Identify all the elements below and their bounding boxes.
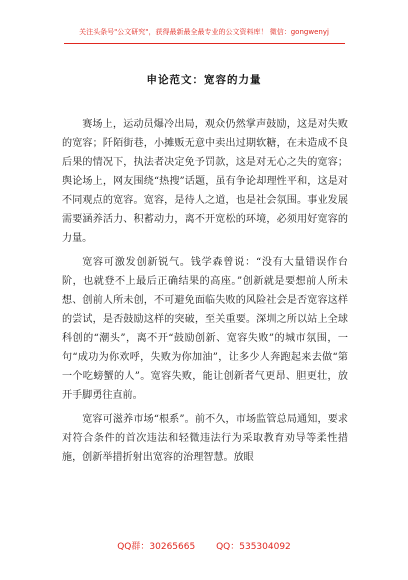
paragraph-1: 赛场上，运动员爆冷出局，观众仍然掌声鼓励，这是对失败的宽容；阡陌街巷，小摊贩无意中卖出过期软糖，在未造成不良后果的情况下，执法者决定免予罚款，这是对无心之失的宽容；舆论场上，网友围绕“热搜”话题，虽有争论却理性平和，这是对不同观点的宽容。宽容，是待人之道，也是社会氛围。事业发展需要涵养活力、积蓄动力，离不开宽松的环境，必须用好宽容的力量。 — [62, 119, 348, 244]
header-divider — [64, 43, 345, 44]
paragraph-2: 宽容可激发创新锐气。钱学森曾说：“没有大量错误作台阶，也就登不上最后正确结果的高座。”创新就是要想前人所未想、创前人所未创，不可避免面临失败的风险社会是否宽容这样的尝试，是否鼓励这样的突破，至关重要。深圳之所以站上全球科创的“潮头”，离不开“鼓励创新、宽容失败”的城市氛围，一句“成功为你欢呼，失败为你加油”，让多少人奔跑起来去做“第一个吃螃蟹的人”。宽容失败，能让创新者气更昂、胆更壮，放开手脚勇往直前。 — [62, 257, 348, 401]
document-title: 申论范文：宽容的力量 — [146, 74, 262, 86]
document-body — [62, 115, 348, 472]
footer-note — [0, 539, 408, 552]
paragraph-3: 宽容可滋养市场“根系”。前不久，市场监管总局通知，要求对符合条件的首次违法和轻微违法行为采取教育劝导等柔性措施，创新举措折射出宽容的治理智慧。放眼 — [62, 414, 348, 463]
header-note: 关注头条号"公文研究"，获得最新最全最专业的公文资料库！ 微信：gongwenyj — [79, 28, 329, 36]
footer-qq-group: QQ群：30265665 — [117, 542, 196, 552]
footer-qq-number: QQ：535304092 — [216, 542, 291, 552]
